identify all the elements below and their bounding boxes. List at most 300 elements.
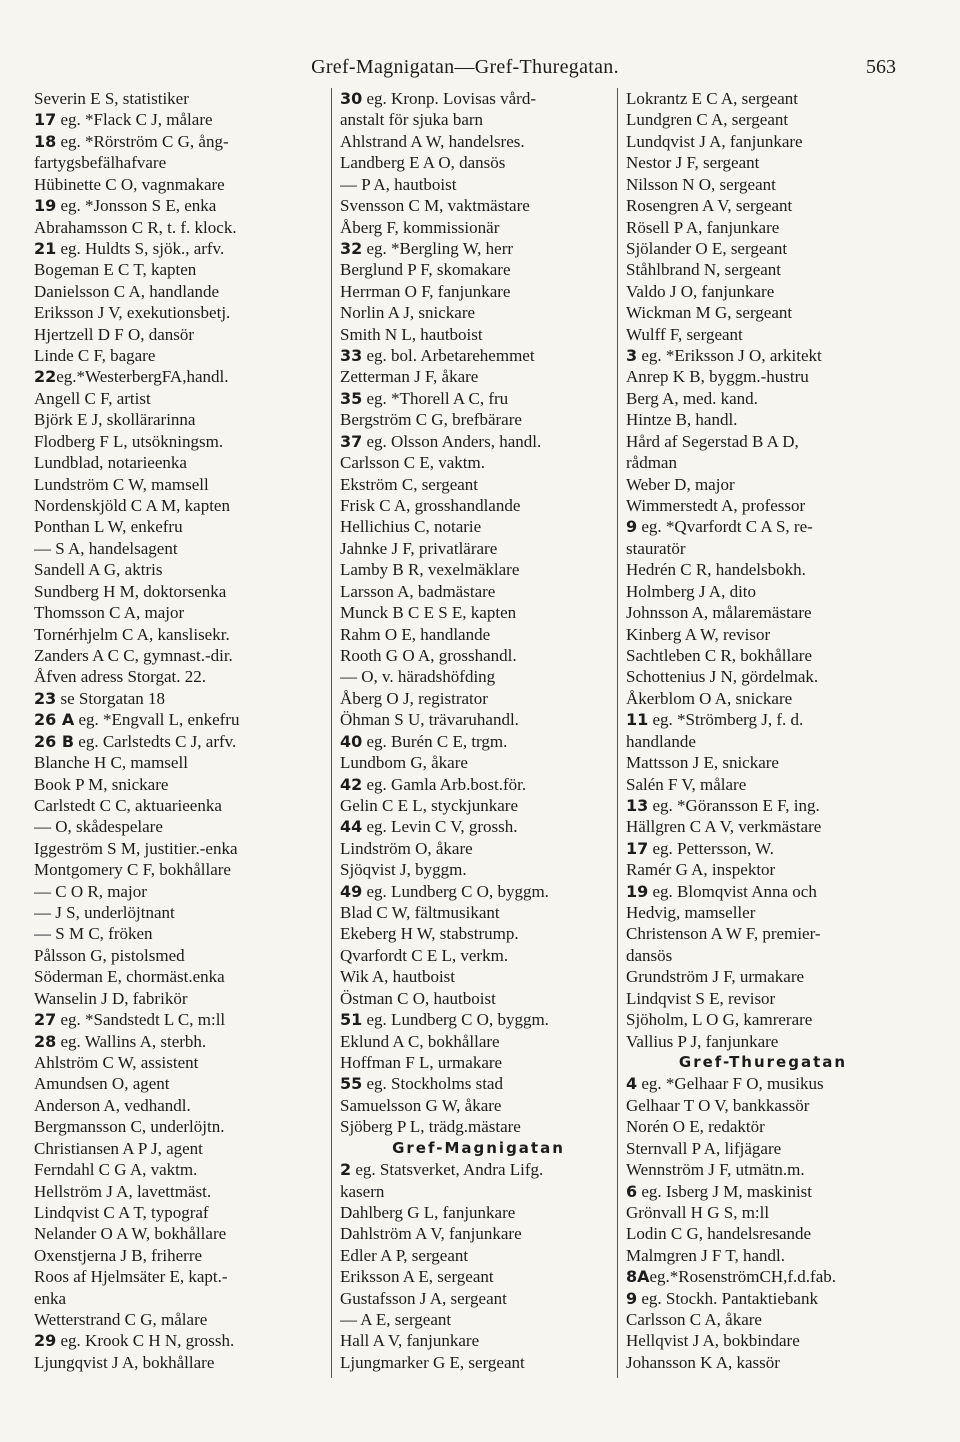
entry-text: Munck B C E S E, kapten — [340, 603, 517, 623]
entry-text: Hedrén C R, handelsbokh. — [626, 560, 806, 580]
directory-entry — [34, 709, 327, 730]
entry-text: Hjertzell D F O, dansör — [34, 324, 195, 344]
house-number: 30 — [340, 89, 363, 108]
directory-entry — [626, 538, 900, 559]
entry-text: Wetterstrand C G, målare — [34, 1310, 208, 1330]
house-number: 2 — [340, 1160, 352, 1180]
directory-entry — [626, 666, 900, 687]
entry-text: Rosengren A V, sergeant — [626, 196, 793, 216]
directory-entry — [34, 1352, 327, 1373]
entry-text: eg. Statsverket, Andra Lifg. — [351, 1160, 544, 1180]
directory-entry — [34, 1245, 327, 1266]
directory-entry — [34, 281, 327, 302]
house-number: 18 — [34, 131, 57, 151]
entry-text: rådman — [626, 453, 677, 473]
entry-text: eg. bol. Arbetarehemmet — [362, 346, 535, 366]
directory-entry — [340, 109, 617, 130]
directory-entry — [626, 174, 900, 195]
entry-text: Larsson A, badmästare — [340, 581, 496, 601]
entry-text: — S M C, fröken — [34, 924, 153, 944]
directory-entry — [626, 1138, 900, 1159]
directory-entry — [340, 474, 617, 495]
entry-text: Flodberg F L, utsökningsm. — [34, 431, 224, 451]
entry-text: Sjöholm, L O G, kamrerare — [626, 1010, 813, 1030]
directory-entry — [34, 388, 327, 409]
entry-text: Grönvall H G S, m:ll — [626, 1202, 770, 1222]
entry-text: Gelhaar T O V, bankkassör — [626, 1095, 810, 1115]
entry-text: eg. Krook C H N, grossh. — [56, 1331, 235, 1351]
entry-text: — P A, hautboist — [340, 174, 457, 194]
entry-text: Rösell P A, fanjunkare — [626, 217, 780, 237]
house-number: 13 — [626, 795, 649, 815]
entry-text: Amundsen O, agent — [34, 1074, 170, 1094]
directory-entry — [340, 945, 617, 966]
directory-entry — [34, 88, 327, 109]
directory-entry — [340, 1223, 617, 1244]
entry-text: Ljungqvist J A, bokhållare — [34, 1352, 215, 1372]
directory-entry — [626, 731, 900, 752]
directory-entry — [626, 474, 900, 495]
directory-entry — [340, 388, 617, 409]
directory-entry — [34, 1288, 327, 1309]
directory-entry — [34, 1181, 327, 1202]
directory-entry — [626, 795, 900, 816]
entry-text: Eklund A C, bokhållare — [340, 1031, 500, 1051]
directory-entry — [340, 217, 617, 238]
directory-entry — [626, 431, 900, 452]
entry-text: Åberg F, kommissionär — [340, 217, 500, 237]
entry-text: handlande — [626, 731, 696, 751]
directory-entry — [626, 1245, 900, 1266]
directory-entry — [340, 1330, 617, 1351]
entry-text: Åberg O J, registrator — [340, 688, 488, 708]
house-number: 26 B — [34, 731, 75, 751]
entry-text: Gustafsson J A, sergeant — [340, 1288, 507, 1308]
entry-text: Öhman S U, trävaruhandl. — [340, 710, 519, 730]
entry-text: Wanselin J D, fabrikör — [34, 988, 188, 1008]
directory-entry — [626, 259, 900, 280]
directory-entry — [34, 774, 327, 795]
directory-entry — [626, 1009, 900, 1030]
directory-entry — [34, 409, 327, 430]
directory-entry — [34, 452, 327, 473]
entry-text: Oxenstjerna J B, friherre — [34, 1245, 203, 1265]
directory-entry — [340, 538, 617, 559]
entry-text: Jahnke J F, privatlärare — [340, 538, 498, 558]
directory-entry — [34, 923, 327, 944]
entry-text: eg. Lundberg C O, byggm. — [362, 881, 549, 901]
directory-entry — [340, 1052, 617, 1073]
entry-text: Ferndahl C G A, vaktm. — [34, 1160, 198, 1180]
entry-text: Lundbom G, åkare — [340, 753, 468, 773]
entry-text: Linde C F, bagare — [34, 346, 156, 366]
entry-text: Sjöqvist J, byggm. — [340, 860, 467, 880]
entry-text: Anrep K B, byggm.-hustru — [626, 367, 809, 387]
directory-entry — [34, 1309, 327, 1330]
house-number: 51 — [340, 1010, 363, 1030]
entry-text: Carlstedt C C, aktuarieenka — [34, 795, 222, 815]
directory-entry — [626, 131, 900, 152]
entry-text: Danielsson C A, handlande — [34, 281, 220, 301]
house-number: 9 — [626, 1288, 638, 1308]
directory-entry — [626, 988, 900, 1009]
directory-entry — [34, 731, 327, 752]
house-number: 28 — [34, 1031, 57, 1051]
entry-text: Nilsson N O, sergeant — [626, 174, 776, 194]
directory-entry — [626, 1095, 900, 1116]
directory-entry — [626, 109, 900, 130]
entry-text: Eriksson A E, sergeant — [340, 1267, 494, 1287]
entry-text: Malmgren J F T, handl. — [626, 1245, 785, 1265]
directory-entry — [626, 195, 900, 216]
directory-entry — [626, 217, 900, 238]
column-1 — [34, 88, 331, 1378]
entry-text: Norén O E, redaktör — [626, 1117, 765, 1137]
directory-entry — [340, 195, 617, 216]
directory-entry — [626, 388, 900, 409]
directory-entry — [340, 1309, 617, 1330]
directory-entry — [626, 495, 900, 516]
directory-entry — [34, 581, 327, 602]
directory-entry — [626, 324, 900, 345]
entry-text: Nordenskjöld C A M, kapten — [34, 496, 230, 516]
directory-entry — [340, 902, 617, 923]
entry-text: Severin E S, statistiker — [34, 89, 189, 108]
directory-entry — [340, 452, 617, 473]
directory-entry — [340, 1031, 617, 1052]
entry-text: eg. *Qvarfordt C A S, re- — [637, 517, 813, 537]
directory-entry — [626, 559, 900, 580]
directory-entry — [34, 1138, 327, 1159]
directory-entry — [340, 624, 617, 645]
directory-entry — [626, 1352, 900, 1373]
entry-text: eg. Wallins A, sterbh. — [56, 1031, 207, 1051]
entry-text: dansös — [626, 945, 673, 965]
entry-text: eg. Stockholms stad — [362, 1074, 503, 1094]
entry-text: Wickman M G, sergeant — [626, 303, 793, 323]
house-number: 19 — [34, 196, 57, 216]
entry-text: eg. *Bergling W, herr — [362, 238, 514, 258]
entry-text: Norlin A J, snickare — [340, 303, 476, 323]
entry-text: Christenson A W F, premier- — [626, 924, 821, 944]
street-heading: Gref-Thuregatan — [678, 1052, 848, 1071]
house-number: 55 — [340, 1074, 363, 1094]
directory-entry — [340, 1095, 617, 1116]
directory-entry — [626, 838, 900, 859]
entry-text: kasern — [340, 1181, 385, 1201]
entry-text: Sachtleben C R, bokhållare — [626, 645, 813, 665]
directory-entry — [34, 366, 327, 387]
entry-text: eg. *Thorell A C, fru — [362, 388, 509, 408]
house-number: 42 — [340, 774, 363, 794]
entry-text: Ljungmarker G E, sergeant — [340, 1352, 525, 1372]
directory-entry — [34, 1052, 327, 1073]
entry-text: Bergmansson C, underlöjtn. — [34, 1117, 225, 1137]
directory-entry — [34, 881, 327, 902]
entry-text: eg.*WesterbergFA,handl. — [56, 367, 229, 387]
directory-entry — [340, 131, 617, 152]
directory-entry — [340, 345, 617, 366]
entry-text: Hintze B, handl. — [626, 410, 738, 430]
directory-entry — [340, 88, 617, 109]
directory-entry — [626, 516, 900, 537]
directory-entry — [340, 709, 617, 730]
entry-text: Lundblad, notarieenka — [34, 453, 187, 473]
entry-text: Weber D, major — [626, 474, 735, 494]
entry-text: Frisk C A, grosshandlande — [340, 496, 521, 516]
directory-entry — [340, 752, 617, 773]
directory-entry — [340, 774, 617, 795]
entry-text: Christiansen A P J, agent — [34, 1138, 203, 1158]
directory-entry — [340, 495, 617, 516]
directory-entry — [340, 581, 617, 602]
entry-text: eg. Huldts S, sjök., arfv. — [56, 238, 225, 258]
entry-text: Abrahamsson C R, t. f. klock. — [34, 217, 237, 237]
directory-entry — [340, 174, 617, 195]
house-number: 9 — [626, 517, 638, 537]
directory-entry — [626, 1288, 900, 1309]
directory-entry — [34, 495, 327, 516]
entry-text: — J S, underlöjtnant — [34, 903, 175, 923]
entry-text: Kinberg A W, revisor — [626, 624, 771, 644]
running-head: Gref-Magnigatan—Gref-Thuregatan. — [311, 56, 619, 78]
directory-entry — [340, 1116, 617, 1137]
directory-entry — [340, 302, 617, 323]
directory-entry — [626, 88, 900, 109]
directory-entry — [626, 345, 900, 366]
house-number: 33 — [340, 346, 363, 366]
directory-entry — [34, 152, 327, 173]
entry-text: Hellström J A, lavettmäst. — [34, 1181, 212, 1201]
directory-entry — [626, 859, 900, 880]
entry-text: Berglund P F, skomakare — [340, 260, 511, 280]
directory-entry — [340, 1352, 617, 1373]
entry-text: Carlsson C A, åkare — [626, 1310, 762, 1330]
directory-entry — [34, 624, 327, 645]
house-number: 32 — [340, 238, 363, 258]
entry-text: Hedvig, mamseller — [626, 903, 756, 923]
entry-text: Ahlstrand A W, handelsres. — [340, 131, 525, 151]
entry-text: se Storgatan 18 — [56, 688, 166, 708]
directory-entry — [626, 752, 900, 773]
entry-text: Dahlström A V, fanjunkare — [340, 1224, 522, 1244]
directory-entry — [34, 1266, 327, 1287]
directory-entry — [340, 409, 617, 430]
entry-text: eg. Isberg J M, maskinist — [637, 1181, 813, 1201]
house-number: 44 — [340, 817, 363, 837]
directory-entry — [340, 731, 617, 752]
entry-text: Ahlström C W, assistent — [34, 1052, 199, 1072]
entry-text: Sundberg H M, doktorsenka — [34, 581, 227, 601]
directory-entry — [626, 1309, 900, 1330]
entry-text: Smith N L, hautboist — [340, 324, 483, 344]
entry-text: Hällgren C A V, verkmästare — [626, 817, 822, 837]
directory-entry — [340, 645, 617, 666]
directory-entry — [626, 152, 900, 173]
directory-entry — [34, 131, 327, 152]
directory-entry — [340, 816, 617, 837]
directory-entry — [626, 1116, 900, 1137]
entry-text: Svensson C M, vaktmästare — [340, 196, 530, 216]
directory-entry — [34, 238, 327, 259]
directory-entry — [626, 1223, 900, 1244]
directory-entry — [340, 923, 617, 944]
house-number: 26 A — [34, 710, 75, 730]
directory-entry — [34, 1202, 327, 1223]
entry-text: Johnsson A, målaremästare — [626, 603, 812, 623]
directory-entry — [340, 238, 617, 259]
directory-entry — [626, 238, 900, 259]
entry-text: eg. Olsson Anders, handl. — [362, 431, 542, 451]
entry-text: Wik A, hautboist — [340, 967, 456, 987]
entry-text: Östman C O, hautboist — [340, 988, 496, 1008]
directory-entry — [34, 752, 327, 773]
entry-text: Ponthan L W, enkefru — [34, 517, 183, 537]
entry-text: stauratör — [626, 538, 686, 558]
directory-entry — [34, 1095, 327, 1116]
directory-entry — [34, 795, 327, 816]
entry-text: eg. *Engvall L, enkefru — [74, 710, 240, 730]
directory-entry — [34, 1009, 327, 1030]
page-number: 563 — [866, 56, 896, 78]
entry-text: Nestor J F, sergeant — [626, 153, 760, 173]
directory-entry — [626, 581, 900, 602]
directory-entry — [340, 431, 617, 452]
directory-entry — [34, 174, 327, 195]
directory-entry — [340, 1159, 617, 1180]
entry-text: Wennström J F, utmätn.m. — [626, 1160, 805, 1180]
entry-text: Dahlberg G L, fanjunkare — [340, 1202, 516, 1222]
entry-text: Book P M, snickare — [34, 774, 169, 794]
directory-entry — [34, 259, 327, 280]
directory-entry — [340, 838, 617, 859]
entry-text: enka — [34, 1288, 67, 1308]
street-heading: Gref-Magnigatan — [392, 1138, 565, 1157]
directory-entry — [340, 1009, 617, 1030]
directory-entry — [340, 859, 617, 880]
entry-text: Herrman O F, fanjunkare — [340, 281, 511, 301]
entry-text: Ståhlbrand N, sergeant — [626, 260, 782, 280]
directory-entry — [34, 345, 327, 366]
directory-entry — [340, 1073, 617, 1094]
house-number: 40 — [340, 731, 363, 751]
entry-text: Lundström C W, mamsell — [34, 474, 209, 494]
house-number: 49 — [340, 881, 363, 901]
column-2 — [331, 88, 617, 1378]
entry-text: Lundgren C A, sergeant — [626, 110, 789, 130]
house-number: 23 — [34, 688, 57, 708]
directory-entry — [626, 966, 900, 987]
directory-entry — [340, 966, 617, 987]
directory-entry — [340, 559, 617, 580]
directory-entry — [340, 795, 617, 816]
directory-entry — [34, 816, 327, 837]
directory-entry — [340, 1181, 617, 1202]
entry-text: Björk E J, skollärarinna — [34, 410, 196, 430]
house-number: 19 — [626, 881, 649, 901]
entry-text: eg. *Sandstedt L C, m:ll — [56, 1010, 226, 1030]
entry-text: Söderman E, chormäst.enka — [34, 967, 225, 987]
entry-text: Tornérhjelm C A, kanslisekr. — [34, 624, 230, 644]
directory-entry — [34, 217, 327, 238]
entry-text: Lamby B R, vexelmäklare — [340, 560, 520, 580]
entry-text: Zetterman J F, åkare — [340, 367, 479, 387]
entry-text: eg. Kronp. Lovisas vård- — [362, 89, 537, 108]
directory-entry — [34, 516, 327, 537]
entry-text: Roos af Hjelmsäter E, kapt.- — [34, 1267, 228, 1287]
directory-entry — [340, 324, 617, 345]
column-3 — [617, 88, 900, 1378]
entry-text: Bogeman E C T, kapten — [34, 260, 197, 280]
entry-text: Lokrantz E C A, sergeant — [626, 89, 799, 108]
directory-entry — [340, 666, 617, 687]
directory-entry — [34, 195, 327, 216]
directory-entry — [340, 1202, 617, 1223]
directory-entry — [34, 1116, 327, 1137]
entry-text: eg. Burén C E, trgm. — [362, 731, 508, 751]
entry-text: Valdo J O, fanjunkare — [626, 281, 775, 301]
directory-entry — [34, 966, 327, 987]
entry-text: Zanders A C C, gymnast.-dir. — [34, 645, 233, 665]
entry-text: Sjölander O E, sergeant — [626, 238, 788, 258]
entry-text: Rahm O E, handlande — [340, 624, 491, 644]
directory-entry — [34, 666, 327, 687]
entry-text: Salén F V, målare — [626, 774, 747, 794]
entry-text: Wimmerstedt A, professor — [626, 496, 806, 516]
entry-text: Grundström J F, urmakare — [626, 967, 805, 987]
directory-entry — [626, 645, 900, 666]
page-header — [34, 56, 896, 84]
entry-text: Hård af Segerstad B A D, — [626, 431, 799, 451]
entry-text: eg. *Flack C J, målare — [56, 110, 213, 130]
entry-text: Edler A P, sergeant — [340, 1245, 469, 1265]
house-number: 4 — [626, 1074, 638, 1094]
entry-text: — A E, sergeant — [340, 1310, 452, 1330]
house-number: 6 — [626, 1181, 638, 1201]
entry-text: Blad C W, fältmusikant — [340, 903, 500, 923]
directory-entry — [34, 302, 327, 323]
house-number: 27 — [34, 1010, 57, 1030]
directory-entry — [34, 602, 327, 623]
entry-text: eg. *Eriksson J O, arkitekt — [637, 346, 822, 366]
entry-text: Hellichius C, notarie — [340, 517, 482, 537]
directory-entry — [34, 1223, 327, 1244]
directory-entry — [626, 1181, 900, 1202]
entry-text: Iggeström S M, justitier.-enka — [34, 838, 238, 858]
house-number: 3 — [626, 346, 638, 366]
entry-text: Åkerblom O A, snickare — [626, 688, 793, 708]
entry-text: eg. Blomqvist Anna och — [648, 881, 817, 901]
entry-text: eg. Pettersson, W. — [648, 838, 774, 858]
entry-text: Mattsson J E, snickare — [626, 753, 779, 773]
directory-entry — [34, 1330, 327, 1351]
directory-entry — [34, 559, 327, 580]
entry-text: eg. Levin C V, grossh. — [362, 817, 518, 837]
directory-entry — [626, 1266, 900, 1287]
entry-text: fartygsbefälhafvare — [34, 153, 167, 173]
entry-text: eg. *Jonsson S E, enka — [56, 196, 217, 216]
directory-entry — [626, 902, 900, 923]
entry-text: Sternvall P A, lifjägare — [626, 1138, 782, 1158]
entry-text: Samuelsson G W, åkare — [340, 1095, 502, 1115]
entry-text: — S A, handelsagent — [34, 538, 178, 558]
entry-text: — O, v. häradshöfding — [340, 667, 496, 687]
directory-entry — [626, 945, 900, 966]
entry-text: eg. *Rörström C G, ång- — [56, 131, 229, 151]
entry-text: Lundqvist J A, fanjunkare — [626, 131, 803, 151]
house-number: 21 — [34, 238, 57, 258]
entry-text: Vallius P J, fanjunkare — [626, 1031, 779, 1051]
